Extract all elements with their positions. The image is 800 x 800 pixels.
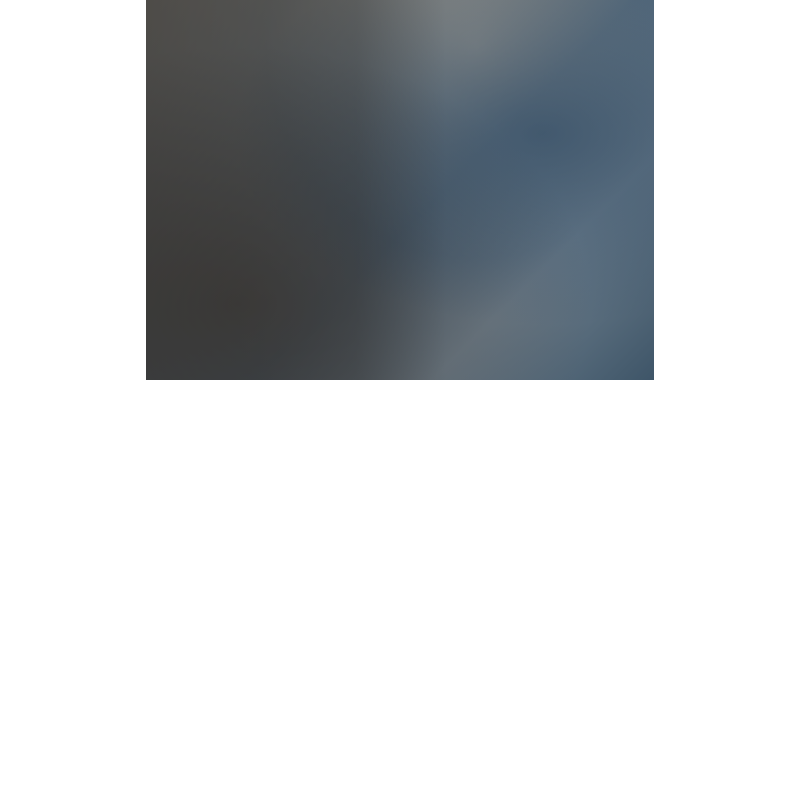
rug-photo	[146, 0, 654, 380]
supporting-colors-row	[146, 610, 654, 800]
supporting-color-swatch	[315, 610, 484, 800]
dominant-color-swatch	[146, 400, 654, 590]
supporting-color-swatch	[146, 610, 315, 800]
swatch-notes	[164, 22, 434, 32]
supporting-color-swatch	[485, 610, 654, 800]
text-backdrop	[146, 0, 446, 380]
